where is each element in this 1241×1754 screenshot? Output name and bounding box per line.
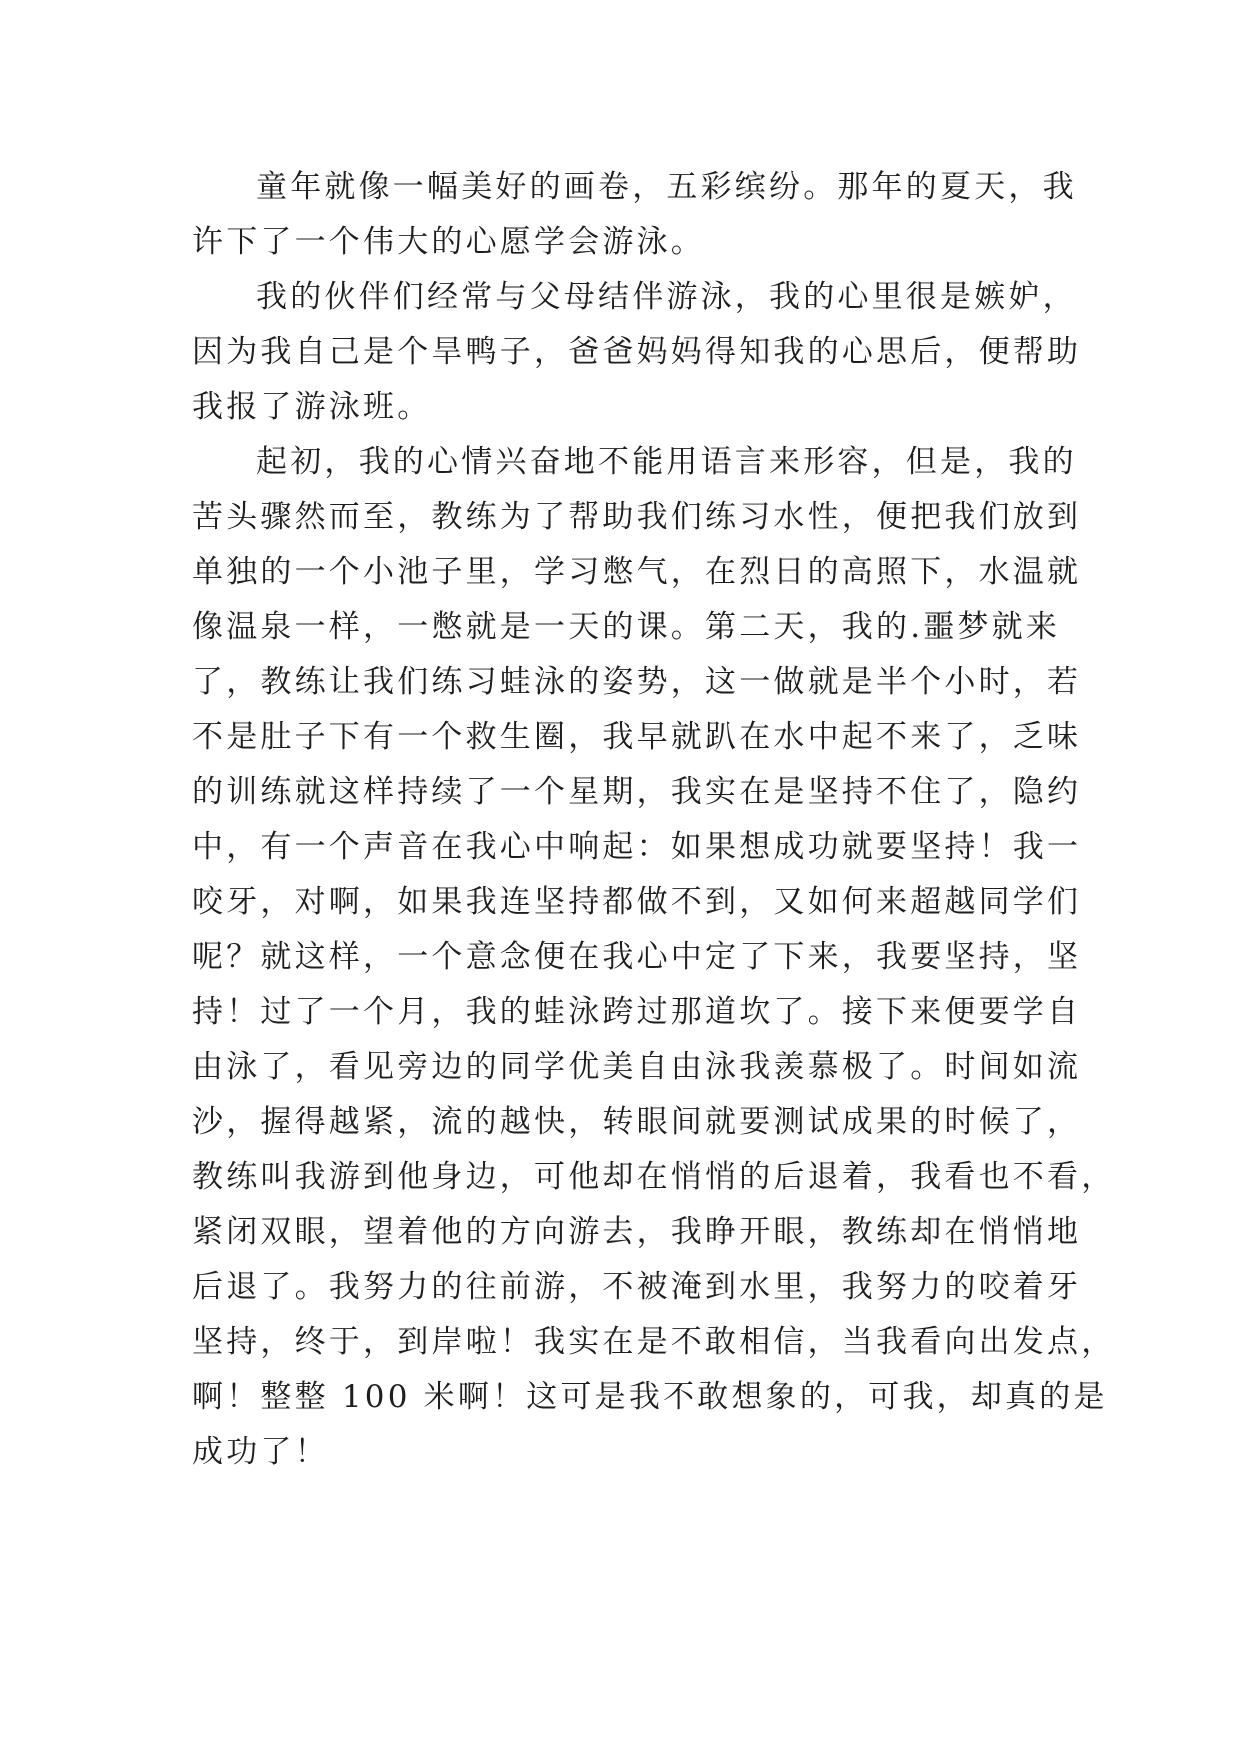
paragraph-line: 教练叫我游到他身边，可他却在悄悄的后退着，我看也不看， <box>192 1159 1116 1195</box>
paragraph-2 <box>192 270 1082 435</box>
paragraph-line: 紧闭双眼，望着他的方向游去，我睁开眼，教练却在悄悄地 <box>192 1214 1082 1250</box>
paragraph-line: 了，教练让我们练习蛙泳的姿势，这一做就是半个小时，若 <box>192 664 1082 700</box>
paragraph-line: 成功了！ <box>192 1434 329 1470</box>
paragraph-line: 像温泉一样，一憋就是一天的课。第二天，我的.噩梦就来 <box>192 609 1061 645</box>
paragraph-line: 咬牙，对啊，如果我连坚持都做不到，又如何来超越同学们 <box>192 884 1082 920</box>
paragraph-line: 后退了。我努力的往前游，不被淹到水里，我努力的咬着牙 <box>192 1269 1082 1305</box>
paragraph-line: 单独的一个小池子里，学习憋气，在烈日的高照下，水温就 <box>192 554 1082 590</box>
paragraph-line: 童年就像一幅美好的画卷，五彩缤纷。那年的夏天，我 <box>256 169 1077 205</box>
paragraph-line: 中，有一个声音在我心中响起：如果想成功就要坚持！我一 <box>192 829 1082 865</box>
paragraph-1 <box>192 160 1077 270</box>
paragraph-line: 沙，握得越紧，流的越快，转眼间就要测试成果的时候了， <box>192 1104 1082 1140</box>
paragraph-line: 啊！整整 100 米啊！这可是我不敢想象的，可我，却真的是 <box>192 1379 1108 1415</box>
essay-body <box>192 160 1116 1480</box>
paragraph-line: 不是肚子下有一个救生圈，我早就趴在水中起不来了，乏味 <box>192 719 1082 755</box>
paragraph-line: 呢？就这样，一个意念便在我心中定了下来，我要坚持，坚 <box>192 939 1082 975</box>
paragraph-line: 我的伙伴们经常与父母结伴游泳，我的心里很是嫉妒， <box>256 279 1077 315</box>
paragraph-line: 由泳了，看见旁边的同学优美自由泳我羡慕极了。时间如流 <box>192 1049 1082 1085</box>
paragraph-3 <box>192 435 1116 1480</box>
paragraph-line: 坚持，终于，到岸啦！我实在是不敢相信，当我看向出发点， <box>192 1324 1116 1360</box>
paragraph-line: 持！过了一个月，我的蛙泳跨过那道坎了。接下来便要学自 <box>192 994 1082 1030</box>
paragraph-line: 因为我自己是个旱鸭子，爸爸妈妈得知我的心思后，便帮助 <box>192 334 1082 370</box>
paragraph-line: 苦头骤然而至，教练为了帮助我们练习水性，便把我们放到 <box>192 499 1082 535</box>
paragraph-line: 起初，我的心情兴奋地不能用语言来形容，但是，我的 <box>256 444 1077 480</box>
paragraph-line: 我报了游泳班。 <box>192 389 432 425</box>
paragraph-line: 许下了一个伟大的心愿学会游泳。 <box>192 224 705 260</box>
paragraph-line: 的训练就这样持续了一个星期，我实在是坚持不住了，隐约 <box>192 774 1082 810</box>
